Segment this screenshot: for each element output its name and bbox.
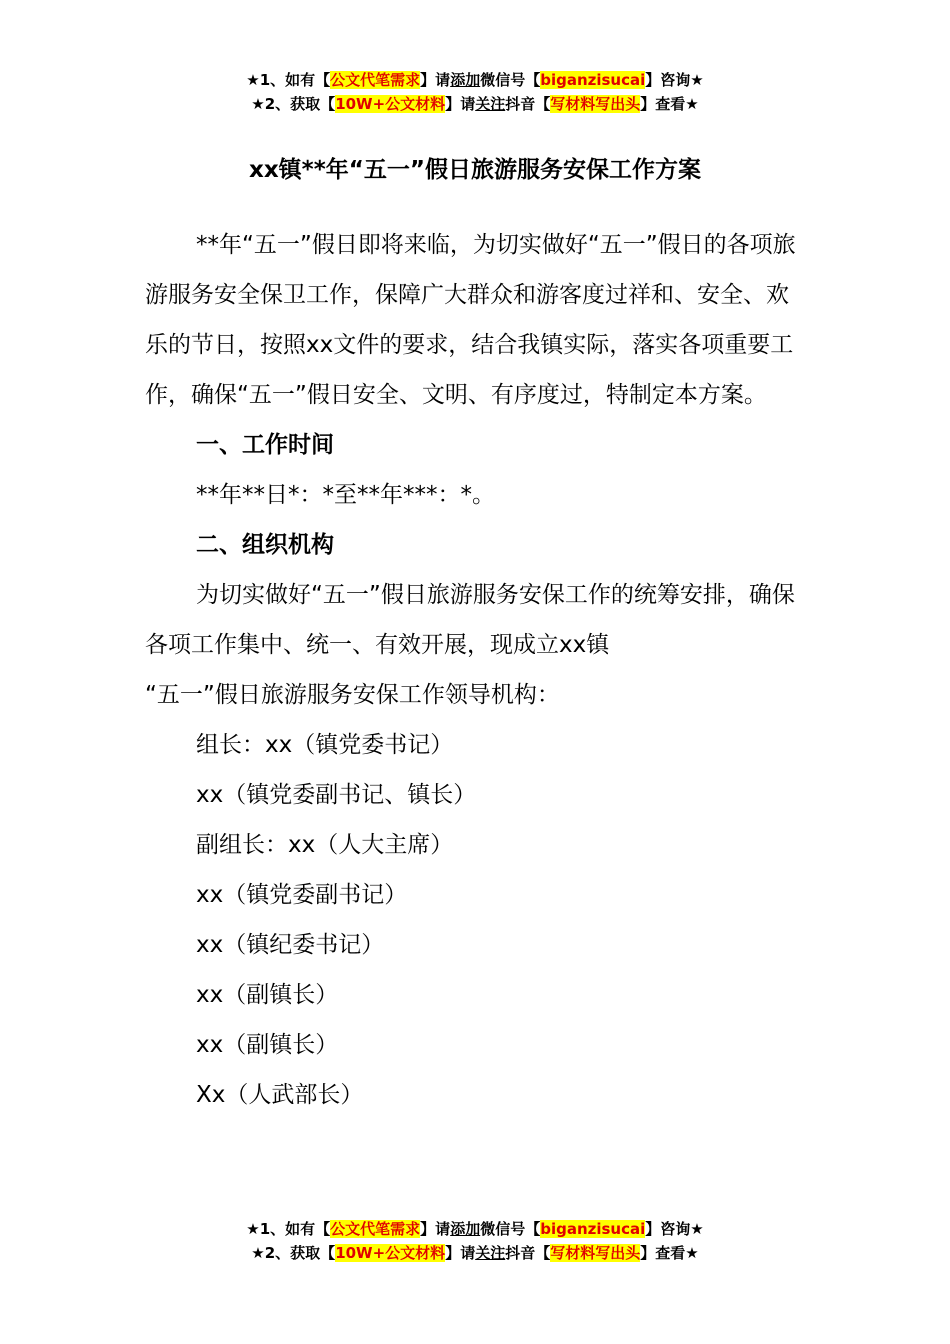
member-line: xx（镇党委副书记、镇长） [196,782,477,808]
wechat-id: biganzisucai [540,1220,646,1238]
member-line: 组长：xx（镇党委书记） [196,732,454,758]
work-time-text: **年**日*：*至**年***：*。 [196,482,495,508]
bottom-promo-banner [0,1217,950,1265]
document-body [145,220,805,1120]
member-line: Xx（人武部长） [196,1082,364,1108]
top-promo-banner [0,68,950,116]
douyin-account: 写材料写出头 [550,95,641,113]
section-heading-work-time: 一、工作时间 [196,432,334,458]
member-line: xx（镇纪委书记） [196,932,385,958]
promo-line-1: ★1、如有【公文代笔需求】请添加微信号【biganzisucai】咨询★ [246,71,704,89]
promo-line-1: ★1、如有【公文代笔需求】请添加微信号【biganzisucai】咨询★ [246,1220,704,1238]
section-heading-organization: 二、组织机构 [196,532,334,558]
promo-highlight: 10W+公文材料 [335,1244,446,1262]
promo-line-2: ★2、获取【10W+公文材料】请关注抖音【写材料写出头】查看★ [251,95,699,113]
promo-highlight: 10W+公文材料 [335,95,446,113]
douyin-account: 写材料写出头 [550,1244,641,1262]
member-line: 副组长：xx（人大主席） [196,832,454,858]
organization-text-continued: “五一”假日旅游服务安保工作领导机构： [145,682,560,708]
intro-paragraph: **年“五一”假日即将来临，为切实做好“五一”假日的各项旅游服务安全保卫工作，保障广大群众和游客度过祥和、安全、欢乐的节日，按照xx文件的要求，结合我镇实际，落实各项重要工作，确保“五一”假日安全、文明、有序度过，特制定本方案。 [145,232,796,408]
promo-highlight: 公文代笔需求 [330,1220,421,1238]
organization-text: 为切实做好“五一”假日旅游服务安保工作的统筹安排，确保各项工作集中、统一、有效开展，现成立xx镇 [145,582,795,658]
member-line: xx（副镇长） [196,982,339,1008]
member-line: xx（副镇长） [196,1032,339,1058]
document-title: xx镇**年“五一”假日旅游服务安保工作方案 [249,157,701,183]
member-line: xx（镇党委副书记） [196,882,408,908]
promo-highlight: 公文代笔需求 [330,71,421,89]
promo-line-2: ★2、获取【10W+公文材料】请关注抖音【写材料写出头】查看★ [251,1244,699,1262]
wechat-id: biganzisucai [540,71,646,89]
